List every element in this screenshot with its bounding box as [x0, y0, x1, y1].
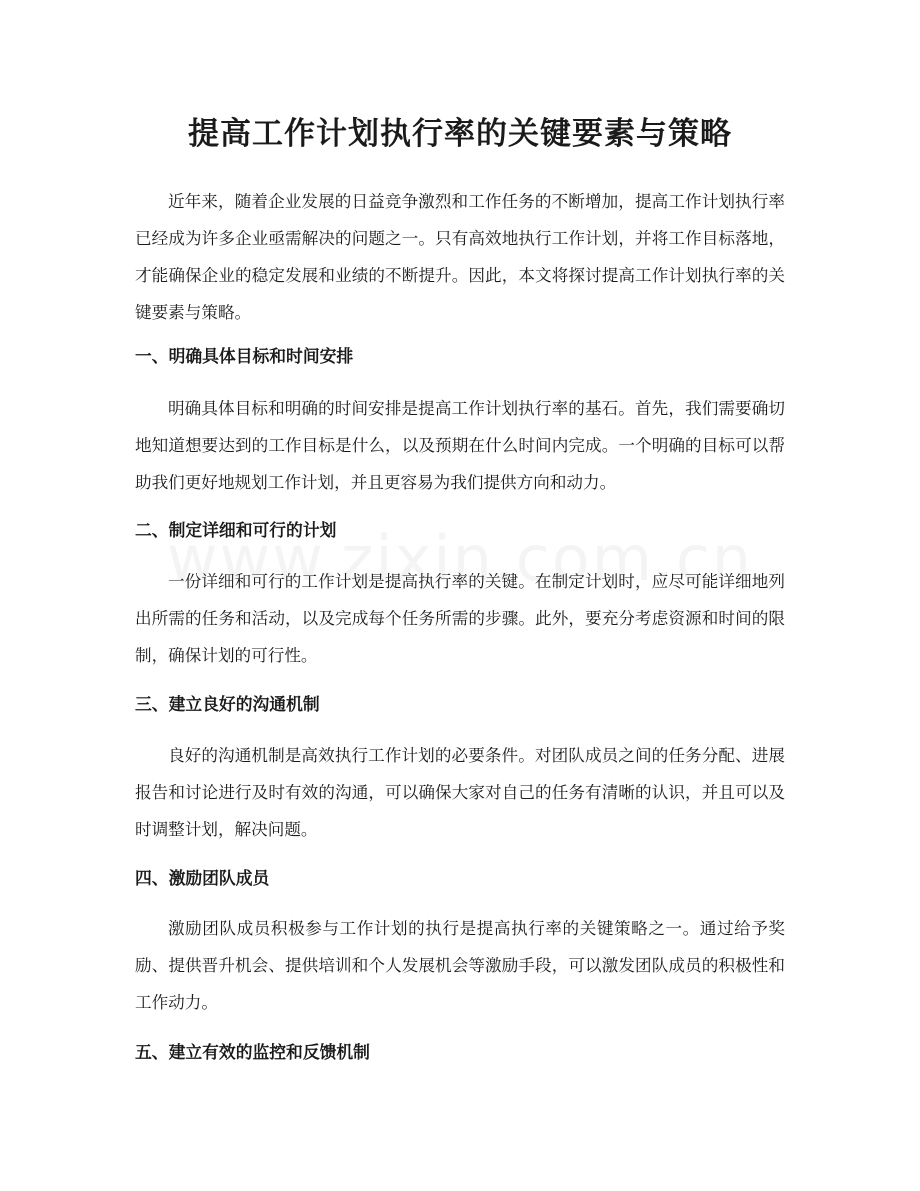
- section-4-body: 激励团队成员积极参与工作计划的执行是提高执行率的关键策略之一。通过给予奖励、提供晋升机会、提供培训和个人发展机会等激励手段，可以激发团队成员的积极性和工作动力。: [135, 919, 785, 1012]
- section-2-heading: 二、制定详细和可行的计划: [135, 520, 337, 540]
- page-title: 提高工作计划执行率的关键要素与策略: [188, 116, 732, 152]
- section-3-body: 良好的沟通机制是高效执行工作计划的必要条件。对团队成员之间的任务分配、进展报告和讨论进行及时有效的沟通，可以确保大家对自己的任务有清晰的认识，并且可以及时调整计划，解决问题。: [135, 746, 785, 839]
- section-1-heading: 一、明确具体目标和时间安排: [135, 346, 354, 366]
- section-2-body: 一份详细和可行的工作计划是提高执行率的关键。在制定计划时，应尽可能详细地列出所需的任务和活动，以及完成每个任务所需的步骤。此外，要充分考虑资源和时间的限制，确保计划的可行性。: [135, 572, 785, 665]
- section-5-heading: 五、建立有效的监控和反馈机制: [135, 1042, 370, 1062]
- section-3-heading: 三、建立良好的沟通机制: [135, 694, 320, 714]
- intro-paragraph: 近年来，随着企业发展的日益竞争激烈和工作任务的不断增加，提高工作计划执行率已经成为许多企业亟需解决的问题之一。只有高效地执行工作计划，并将工作目标落地，才能确保企业的稳定发展和业绩的不断提升。因此，本文将探讨提高工作计划执行率的关键要素与策略。: [135, 192, 785, 322]
- section-4-heading: 四、激励团队成员: [135, 868, 270, 888]
- section-1-body: 明确具体目标和明确的时间安排是提高工作计划执行率的基石。首先，我们需要确切地知道想要达到的工作目标是什么，以及预期在什么时间内完成。一个明确的目标可以帮助我们更好地规划工作计划，并且更容易为我们提供方向和动力。: [135, 399, 785, 492]
